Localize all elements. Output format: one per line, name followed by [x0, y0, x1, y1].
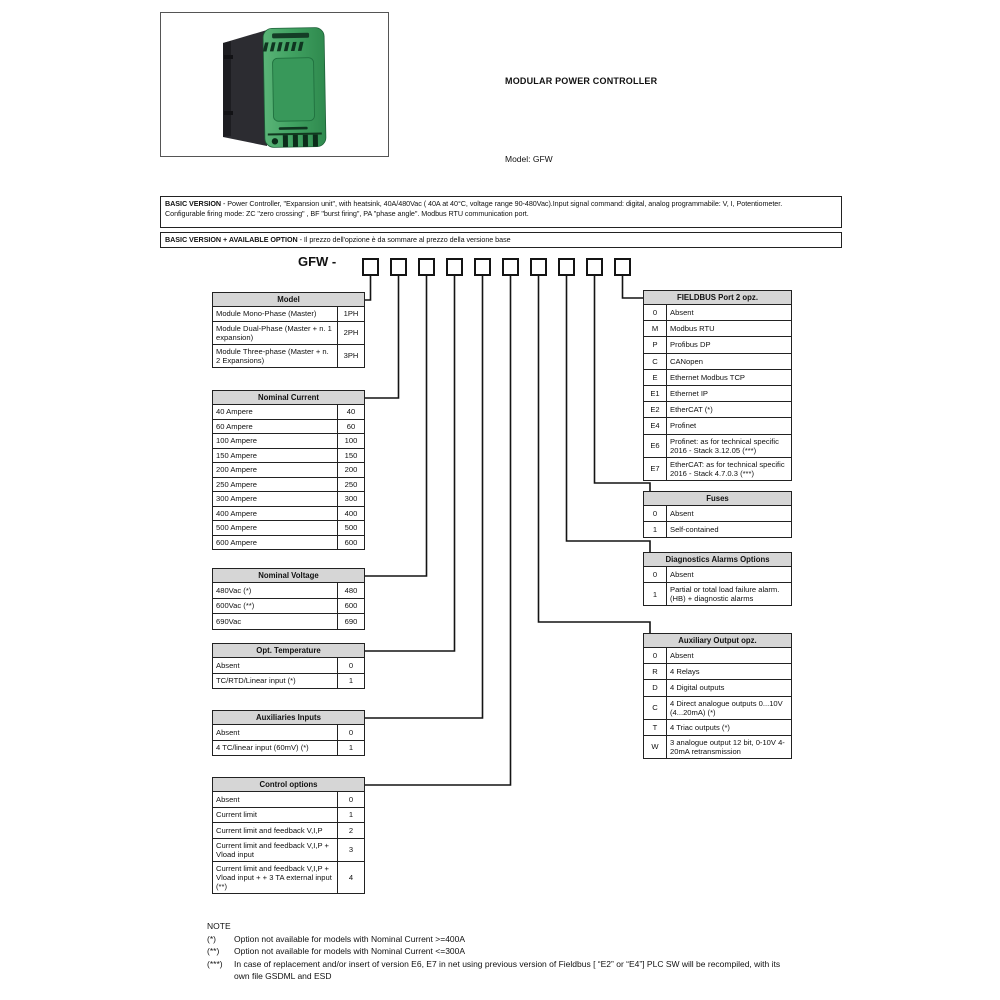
option-code: C [644, 697, 667, 719]
option-label: 4 Relays [670, 667, 700, 677]
option-label: Partial or total load failure alarm. (HB) + diagnostic alarms [670, 585, 780, 604]
table-title: Nominal Voltage [212, 568, 365, 583]
option-version-box [160, 232, 842, 248]
option-code: 690 [337, 614, 364, 629]
option-label: 40 Ampere [216, 407, 253, 417]
note-text: Option not available for models with Nominal Current <=300A [234, 946, 466, 956]
option-label: Absent [216, 794, 240, 804]
basic-version-box [160, 196, 842, 228]
table-row [213, 583, 364, 599]
table-nominal-voltage [212, 568, 365, 630]
table-row [644, 680, 791, 696]
table-row [644, 354, 791, 370]
basic-version-line2: Configurable firing mode: ZC "zero crossing" , BF "burst firing", PA "phase angle". Modbus RTU communication port. [165, 209, 529, 218]
notes-list [207, 933, 807, 983]
option-label: Current limit [216, 810, 257, 820]
option-label: Profinet: as for technical specific 2016 - Stack 3.12.05 (***) [670, 436, 779, 455]
table-row [213, 307, 364, 322]
table-row [213, 492, 364, 507]
note-marker: (***) [207, 958, 223, 969]
option-code: 60 [337, 420, 364, 434]
option-code: P [644, 337, 667, 352]
option-code: 0 [337, 658, 364, 673]
option-code: 1 [644, 583, 667, 605]
table-auxiliary-output [643, 633, 792, 759]
code-box [502, 258, 519, 276]
table-row [213, 725, 364, 741]
table-row [213, 674, 364, 689]
basic-version-line1 [165, 199, 837, 209]
code-prefix: GFW - [298, 254, 337, 269]
option-code: E6 [644, 435, 667, 457]
note-marker: (*) [207, 933, 216, 944]
option-code: 0 [644, 567, 667, 582]
option-label: 4 Digital outputs [670, 683, 725, 693]
option-code: 3 [337, 839, 364, 861]
option-code: 150 [337, 449, 364, 463]
option-label: 690Vac [216, 616, 242, 626]
option-label: Current limit and feedback V,I,P + Vload input + + 3 TA external input (**) [216, 863, 332, 891]
option-label: Profinet [670, 421, 697, 431]
table-fuses [643, 491, 792, 538]
table-row [213, 808, 364, 824]
note-item [207, 958, 807, 983]
table-title: Model [212, 292, 365, 307]
option-code: 0 [644, 648, 667, 663]
table-row [644, 736, 791, 758]
basic-version-heading: BASIC VERSION [165, 199, 222, 208]
note-item [207, 945, 807, 958]
option-version-text: - Il prezzo dell'opzione è da sommare al prezzo della versione base [297, 235, 511, 244]
table-row [213, 823, 364, 839]
table-title: Control options [212, 777, 365, 792]
notes-section [207, 920, 807, 983]
option-code: 600 [337, 536, 364, 550]
code-box [474, 258, 491, 276]
table-title: Opt. Temperature [212, 643, 365, 658]
option-label: 100 Ampere [216, 436, 257, 446]
option-label: Profibus DP [670, 340, 711, 350]
option-code: 100 [337, 434, 364, 448]
option-code: W [644, 736, 667, 758]
table-row [644, 337, 791, 353]
table-row [213, 839, 364, 862]
option-code: C [644, 354, 667, 369]
table-row [644, 418, 791, 434]
option-code: 300 [337, 492, 364, 506]
option-label: Modbus RTU [670, 324, 715, 334]
option-label: 4 Triac outputs (*) [670, 722, 730, 732]
table-row [213, 449, 364, 464]
option-code: R [644, 664, 667, 679]
option-code: E [644, 370, 667, 385]
option-code: 400 [337, 507, 364, 521]
code-box [418, 258, 435, 276]
option-label: Self-contained [670, 525, 719, 535]
option-label: Absent [670, 509, 694, 519]
table-row [213, 521, 364, 536]
code-box [614, 258, 631, 276]
table-row [644, 522, 791, 537]
option-label: 480Vac (*) [216, 585, 252, 595]
option-label: 150 Ampere [216, 450, 257, 460]
code-box [446, 258, 463, 276]
option-code: 2 [337, 823, 364, 838]
table-row [213, 599, 364, 615]
table-row [644, 305, 791, 321]
note-text: In case of replacement and/or insert of version E6, E7 in net using previous version of Fieldbus [ “E2” or “E4”] PLC SW will be recompiled, with its own file GSDML and ESD [234, 958, 781, 981]
option-label: 200 Ampere [216, 465, 257, 475]
option-code: 1PH [337, 307, 364, 321]
table-row [644, 321, 791, 337]
table-row [644, 458, 791, 480]
table-opt-temperature [212, 643, 365, 689]
table-row [644, 386, 791, 402]
option-label: Current limit and feedback V,I,P + Vload input [216, 840, 329, 859]
option-code: 500 [337, 521, 364, 535]
option-label: EtherCAT: as for technical specific 2016 - Stack 4.7.0.3 (***) [670, 459, 785, 478]
table-title: Nominal Current [212, 390, 365, 405]
table-row [213, 420, 364, 435]
option-code: 250 [337, 478, 364, 492]
table-model [212, 292, 365, 368]
table-control-options [212, 777, 365, 894]
table-row [213, 322, 364, 345]
table-nominal-current [212, 390, 365, 550]
option-code: D [644, 680, 667, 695]
option-code: 0 [337, 792, 364, 807]
option-code: 1 [337, 741, 364, 756]
note-item [207, 933, 807, 946]
table-title: Auxiliary Output opz. [643, 633, 792, 648]
page-title: MODULAR POWER CONTROLLER [505, 76, 658, 86]
table-row [213, 405, 364, 420]
table-row [213, 614, 364, 629]
option-label: Module Dual-Phase (Master + n. 1 expansion) [216, 323, 332, 342]
option-code: M [644, 321, 667, 336]
option-label: 500 Ampere [216, 523, 257, 533]
option-label: Absent [670, 308, 694, 318]
option-code: 1 [337, 674, 364, 689]
product-image [161, 13, 388, 156]
table-row [213, 478, 364, 493]
front-panel [272, 58, 314, 122]
option-code: 200 [337, 463, 364, 477]
option-label: Absent [216, 660, 240, 670]
table-row [644, 506, 791, 522]
option-label: TC/RTD/Linear input (*) [216, 676, 296, 686]
option-label: Absent [216, 727, 240, 737]
table-diagnostics-alarms [643, 552, 792, 606]
option-code: 0 [644, 506, 667, 521]
table-row [213, 792, 364, 808]
option-label: Absent [670, 570, 694, 580]
table-auxiliaries-inputs [212, 710, 365, 756]
code-box [530, 258, 547, 276]
basic-version-text: - Power Controller, "Expansion unit", with heatsink, 40A/480Vac ( 40A at 40°C, voltage range 90-480Vac).Input signal command: digital, analog programmabile: V, I, Potentiometer. [221, 199, 783, 208]
option-label: Absent [670, 651, 694, 661]
option-code: 0 [644, 305, 667, 320]
option-label: 4 TC/linear input (60mV) (*) [216, 743, 309, 753]
option-label: 3 analogue output 12 bit, 0-10V 4-20mA retransmission [670, 737, 785, 756]
option-code: 600 [337, 599, 364, 614]
option-label: 250 Ampere [216, 479, 257, 489]
table-row [644, 567, 791, 583]
option-label: 600Vac (**) [216, 601, 255, 611]
option-code: E2 [644, 402, 667, 417]
table-row [213, 434, 364, 449]
code-box [586, 258, 603, 276]
option-code: E7 [644, 458, 667, 480]
table-row [213, 507, 364, 522]
model-label: Model: GFW [505, 154, 553, 164]
code-box [390, 258, 407, 276]
option-label: 600 Ampere [216, 537, 257, 547]
product-photo-frame [160, 12, 389, 157]
option-code: 1 [644, 522, 667, 537]
table-row [213, 345, 364, 367]
option-code: 1 [337, 808, 364, 823]
option-version-heading: BASIC VERSION + AVAILABLE OPTION [165, 235, 298, 244]
option-label: CANopen [670, 356, 703, 366]
note-text: Option not available for models with Nominal Current >=400A [234, 933, 466, 944]
note-marker: (**) [207, 946, 220, 956]
option-code: 480 [337, 583, 364, 598]
table-row [213, 741, 364, 756]
table-title: FIELDBUS Port 2 opz. [643, 290, 792, 305]
table-row [644, 648, 791, 664]
option-label: 300 Ampere [216, 494, 257, 504]
table-row [644, 402, 791, 418]
table-row [644, 370, 791, 386]
table-row [213, 658, 364, 674]
option-label: Current limit and feedback V,I,P [216, 825, 323, 835]
table-row [213, 862, 364, 893]
table-row [644, 435, 791, 458]
option-code: 3PH [337, 345, 364, 367]
table-row [644, 583, 791, 605]
option-label: Module Three-phase (Master + n. 2 Expansions) [216, 346, 329, 365]
code-box [362, 258, 379, 276]
option-label: Ethernet IP [670, 389, 708, 399]
notes-title: NOTE [207, 921, 231, 931]
option-code: E1 [644, 386, 667, 401]
option-code: 4 [337, 862, 364, 893]
option-code: 0 [337, 725, 364, 740]
table-row [213, 463, 364, 478]
table-row [213, 536, 364, 550]
table-row [644, 664, 791, 680]
option-label: Ethernet Modbus TCP [670, 372, 745, 382]
option-label: Module Mono-Phase (Master) [216, 309, 317, 319]
table-title: Fuses [643, 491, 792, 506]
table-fieldbus-port2 [643, 290, 792, 481]
option-code: T [644, 720, 667, 735]
option-label: 60 Ampere [216, 421, 253, 431]
table-row [644, 720, 791, 736]
table-row [644, 697, 791, 720]
option-label: 400 Ampere [216, 508, 257, 518]
gefran-logo [272, 33, 309, 39]
code-box [558, 258, 575, 276]
table-title: Auxiliaries Inputs [212, 710, 365, 725]
option-label: 4 Direct analogue outputs 0...10V (4...20mA) (*) [670, 698, 783, 717]
option-label: EtherCAT (*) [670, 405, 713, 415]
option-code: E4 [644, 418, 667, 433]
table-title: Diagnostics Alarms Options [643, 552, 792, 567]
option-code: 40 [337, 405, 364, 419]
option-code: 2PH [337, 322, 364, 344]
